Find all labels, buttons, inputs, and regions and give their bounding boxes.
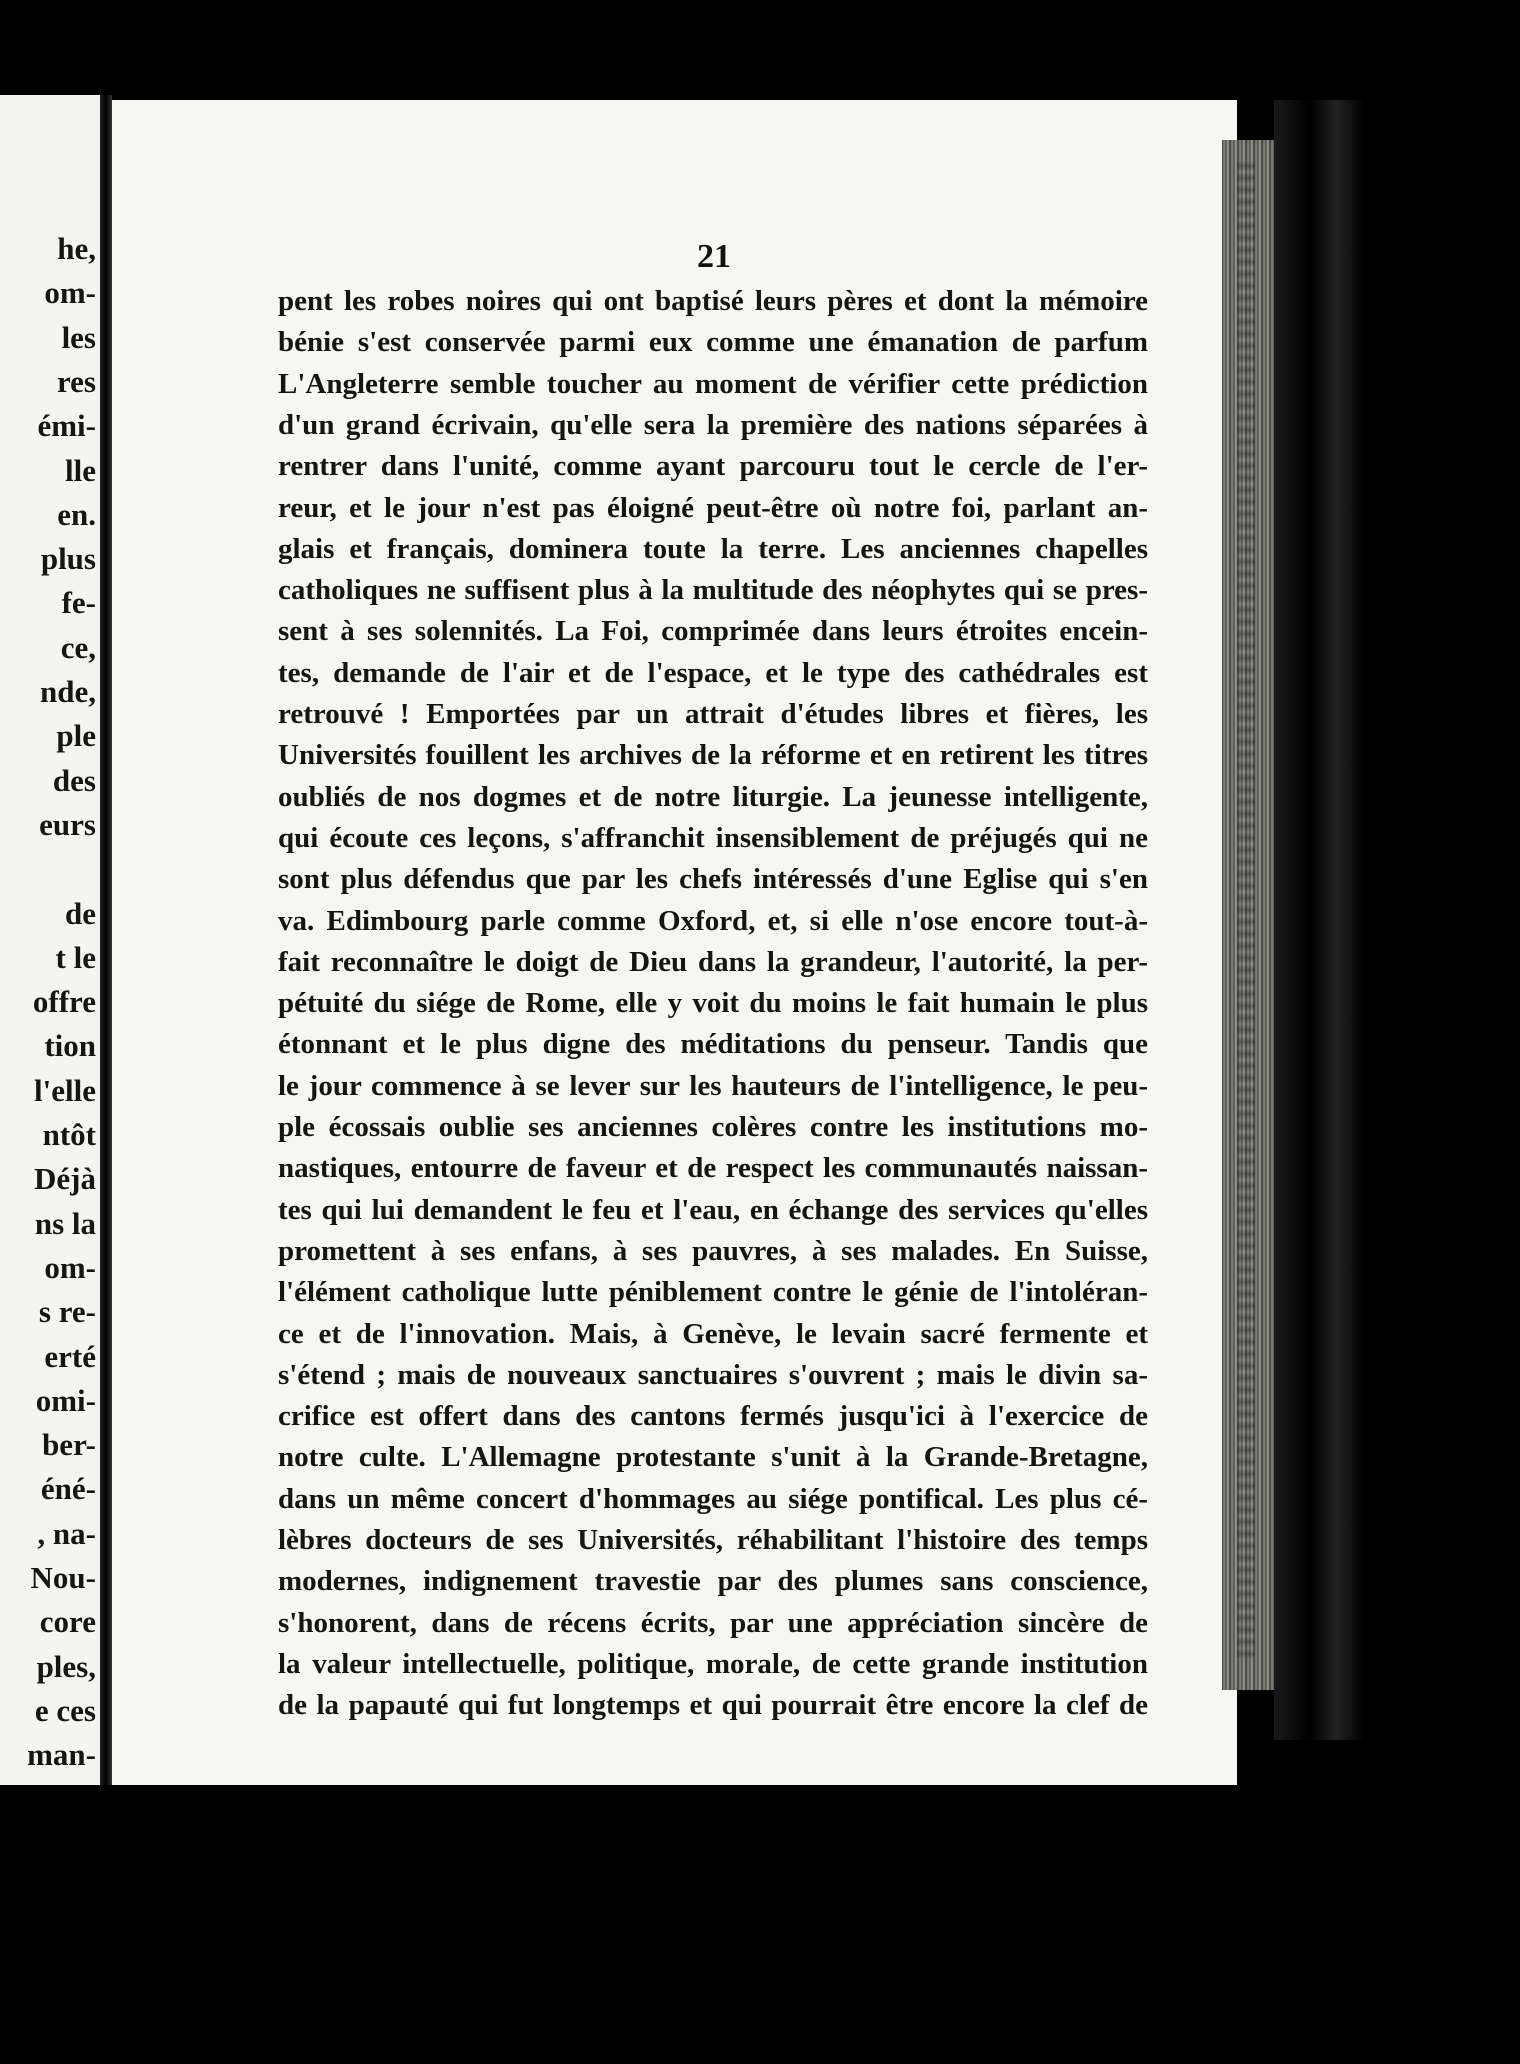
text-line: modernes, indignement travestie par des plumes sans conscience,	[278, 1565, 1148, 1598]
text-line: qui écoute ces leçons, s'affranchit insensiblement de préjugés qui ne	[278, 821, 1148, 854]
left-page-line: ples,	[36, 1648, 96, 1684]
text-line: étonnant et le plus digne des méditations du penseur. Tandis que	[278, 1028, 1148, 1061]
left-page-line: omi-	[35, 1382, 96, 1418]
left-page-line: ntôt	[42, 1117, 96, 1152]
text-line: fait reconnaître le doigt de Dieu dans la grandeur, l'autorité, la per-	[278, 945, 1148, 978]
left-page-line: Nou-	[30, 1560, 96, 1595]
left-page-line: eurs	[39, 806, 96, 842]
text-line: Universités fouillent les archives de la réforme et en retirent les titres	[278, 739, 1148, 772]
text-line: oubliés de nos dogmes et de notre liturgie. La jeunesse intelligente,	[278, 780, 1148, 813]
text-line: ce et de l'innovation. Mais, à Genève, le levain sacré fermente et	[278, 1317, 1148, 1350]
left-page-line: des	[52, 762, 96, 798]
text-line: catholiques ne suffisent plus à la multitude des néophytes qui se pres-	[278, 574, 1148, 607]
main-page	[112, 100, 1237, 1785]
page-number: 21	[697, 238, 731, 275]
left-page-line: lle	[65, 452, 96, 488]
text-line: pent les robes noires qui ont baptisé leurs pères et dont la mémoire	[278, 285, 1148, 317]
left-page-line: de	[65, 895, 96, 931]
text-line: bénie s'est conservée parmi eux comme une émanation de parfum	[278, 326, 1148, 359]
text-line: s'honorent, dans de récens écrits, par une appréciation sincère de	[278, 1606, 1148, 1639]
text-line: crifice est offert dans des cantons fermés jusqu'ici à l'exercice de	[278, 1400, 1148, 1433]
left-page-line: ns la	[34, 1205, 96, 1241]
left-page-line: man-	[27, 1737, 96, 1773]
text-line: d'un grand écrivain, qu'elle sera la première des nations séparées à	[278, 408, 1148, 441]
text-line: pétuité du siége de Rome, elle y voit du moins le fait humain le plus	[278, 987, 1148, 1020]
left-page-line: nde,	[40, 674, 96, 709]
left-page-line: en.	[57, 496, 96, 532]
text-line: sent à ses solennités. La Foi, comprimée dans leurs étroites encein-	[278, 615, 1148, 648]
text-line: nastiques, entourre de faveur et de respect les communautés naissan-	[278, 1152, 1148, 1185]
left-page-line: émi-	[37, 408, 96, 444]
text-line: L'Angleterre semble toucher au moment de vérifier cette prédiction	[278, 367, 1148, 400]
text-line: tes qui lui demandent le feu et l'eau, en échange des services qu'elles	[278, 1193, 1148, 1226]
text-line: sont plus défendus que par les chefs intéressés d'une Eglise qui s'en	[278, 863, 1148, 896]
text-line: ple écossais oublie ses anciennes colères contre les institutions mo-	[278, 1111, 1148, 1143]
left-page-line: fe-	[61, 585, 96, 621]
left-page-line: om-	[44, 1249, 96, 1285]
left-page-line: éné-	[40, 1471, 96, 1507]
left-page-line: om-	[44, 275, 96, 311]
text-line: tes, demande de l'air et de l'espace, et le type des cathédrales est	[278, 656, 1148, 689]
left-page-line: he,	[57, 231, 96, 266]
left-page-line: res	[56, 363, 96, 399]
page-edges-shading	[1237, 160, 1255, 1660]
text-line: de la papauté qui fut longtemps et qui pourrait être encore la clef de	[278, 1689, 1148, 1722]
left-page-line: s re-	[38, 1294, 96, 1330]
book-cover-edge	[1274, 100, 1364, 1740]
text-line: s'étend ; mais de nouveaux sanctuaires s'ouvrent ; mais le divin sa-	[278, 1358, 1148, 1391]
text-line: dans un même concert d'hommages au siége pontifical. Les plus cé-	[278, 1482, 1148, 1515]
body-text	[278, 100, 1148, 1830]
left-page-line: ple	[56, 718, 96, 754]
left-page-line: erté	[44, 1338, 96, 1374]
left-page-line: , na-	[37, 1515, 96, 1551]
text-line: glais et français, dominera toute la terre. Les anciennes chapelles	[278, 532, 1148, 565]
left-page-line: les	[61, 319, 96, 355]
text-line: lèbres docteurs de ses Universités, réhabilitant l'histoire des temps	[278, 1524, 1148, 1556]
text-line: le jour commence à se lever sur les hauteurs de l'intelligence, le peu-	[278, 1069, 1148, 1102]
text-line: retrouvé ! Emportées par un attrait d'études libres et fières, les	[278, 698, 1148, 730]
book-gutter	[100, 95, 112, 1785]
left-page-line: plus	[40, 541, 96, 577]
left-page-line: ber-	[42, 1427, 96, 1463]
text-line: promettent à ses enfans, à ses pauvres, à ses malades. En Suisse,	[278, 1234, 1148, 1267]
left-page-fragment	[0, 95, 100, 1785]
left-page-line: e ces	[34, 1692, 96, 1728]
left-page-line: core	[39, 1604, 96, 1640]
text-line: va. Edimbourg parle comme Oxford, et, si elle n'ose encore tout-à-	[278, 904, 1148, 937]
left-page-line: Déjà	[34, 1161, 96, 1197]
left-page-line: ce,	[60, 629, 96, 665]
text-line: rentrer dans l'unité, comme ayant parcouru tout le cercle de l'er-	[278, 450, 1148, 483]
text-line: l'élément catholique lutte péniblement contre le génie de l'intoléran-	[278, 1276, 1148, 1309]
left-page-line: tion	[44, 1028, 96, 1064]
text-line: reur, et le jour n'est pas éloigné peut-être où notre foi, parlant an-	[278, 491, 1148, 524]
left-page-line: t le	[55, 939, 96, 975]
text-line: notre culte. L'Allemagne protestante s'unit à la Grande-Bretagne,	[278, 1441, 1148, 1474]
text-line: la valeur intellectuelle, politique, morale, de cette grande institution	[278, 1647, 1148, 1680]
left-page-line: l'elle	[34, 1072, 96, 1108]
left-page-line: offre	[32, 984, 96, 1020]
